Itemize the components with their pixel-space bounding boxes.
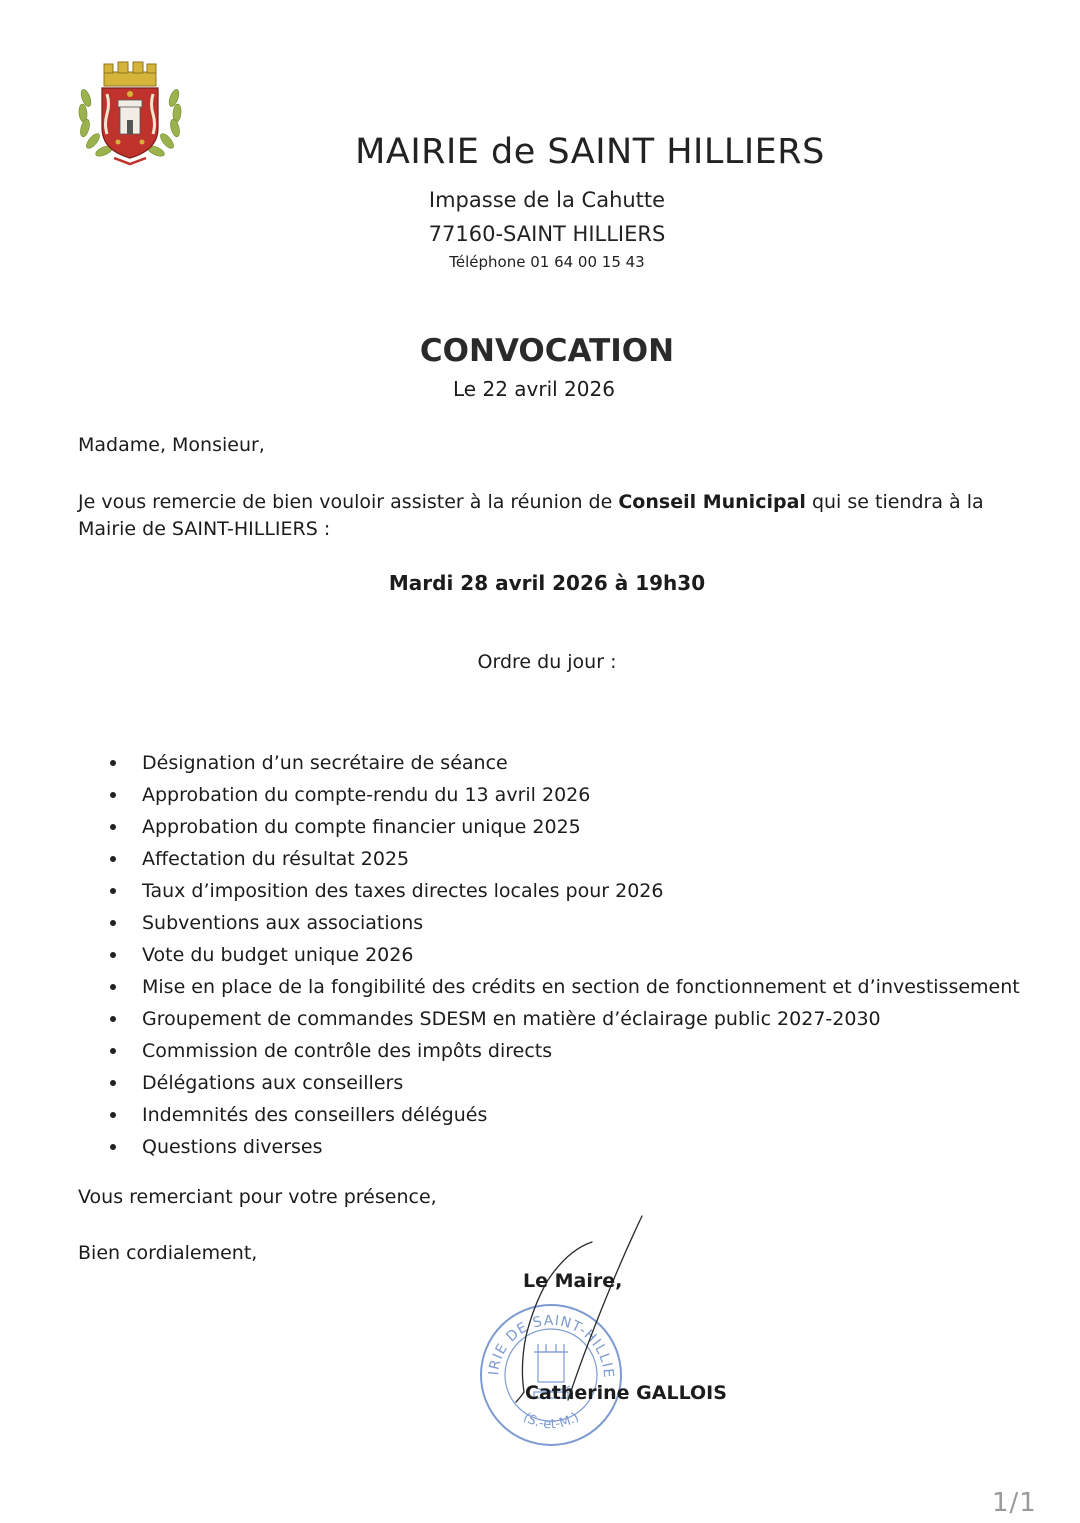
agenda-item-text: Délégations aux conseillers: [142, 1072, 404, 1094]
agenda-item: [110, 1134, 1020, 1166]
agenda-item: [110, 1070, 1020, 1102]
agenda-item-text: Approbation du compte financier unique 2025: [142, 816, 581, 838]
agenda-item-text: Questions diverses: [142, 1136, 323, 1158]
intro-text-bold: Conseil Municipal: [618, 491, 806, 513]
document-title: CONVOCATION: [419, 333, 675, 369]
bullet-icon: [110, 1016, 116, 1022]
agenda-item: [110, 910, 1020, 942]
meeting-datetime: Mardi 28 avril 2026 à 19h30: [388, 571, 706, 595]
agenda-item: [110, 878, 1020, 910]
phone-number: Téléphone 01 64 00 15 43: [449, 253, 645, 271]
agenda-item-text: Approbation du compte-rendu du 13 avril 2026: [142, 784, 591, 806]
svg-text:(S.-et-M.): [520, 1410, 581, 1432]
address-street: Impasse de la Cahutte: [428, 188, 666, 212]
agenda-item: [110, 1102, 1020, 1134]
mairie-title: MAIRIE de SAINT HILLIERS: [355, 132, 825, 172]
bullet-icon: [110, 984, 116, 990]
page-counter: 1/1: [992, 1488, 1037, 1518]
agenda-item-text: Commission de contrôle des impôts directs: [142, 1040, 553, 1062]
agenda-item: [110, 1038, 1020, 1070]
stamp-text-bottom: (S.-et-M.): [520, 1410, 582, 1433]
bullet-icon: [110, 1048, 116, 1054]
agenda-item: [110, 942, 1020, 974]
agenda-item-text: Vote du budget unique 2026: [142, 944, 414, 966]
bullet-icon: [110, 824, 116, 830]
bullet-icon: [110, 920, 116, 926]
agenda-item-text: Affectation du résultat 2025: [142, 848, 410, 870]
agenda-item: [110, 974, 1020, 1006]
bullet-icon: [110, 952, 116, 958]
bullet-icon: [110, 792, 116, 798]
agenda-item-text: Mise en place de la fongibilité des crédits en section de fonctionnement et d’investissement: [142, 976, 1020, 998]
closing-regards: Bien cordialement,: [78, 1242, 258, 1264]
agenda-item-text: Groupement de commandes SDESM en matière d’éclairage public 2027-2030: [142, 1008, 881, 1030]
address-city: 77160-SAINT HILLIERS: [428, 222, 666, 246]
agenda-heading: Ordre du jour :: [477, 651, 617, 673]
intro-text-start: Je vous remercie de bien vouloir assister à la réunion de: [78, 491, 619, 513]
agenda-item: [110, 1006, 1020, 1038]
agenda-item-text: Désignation d’un secrétaire de séance: [142, 752, 508, 774]
agenda-item-text: Subventions aux associations: [142, 912, 424, 934]
agenda-item: [110, 750, 1020, 782]
greeting: Madame, Monsieur,: [78, 434, 265, 456]
intro-paragraph: [78, 489, 1008, 543]
agenda-item: [110, 782, 1020, 814]
bullet-icon: [110, 856, 116, 862]
stamp-text-top: IRIE DE SAINT-HILLIE: [486, 1312, 617, 1379]
agenda-item: [110, 846, 1020, 878]
agenda-list: [110, 750, 1020, 1166]
intro-text-end: qui se tiendra à la Mairie de SAINT-HILLIERS :: [78, 491, 984, 540]
agenda-item: [110, 814, 1020, 846]
bullet-icon: [110, 888, 116, 894]
document-date: Le 22 avril 2026: [453, 377, 615, 401]
signer-name: Catherine GALLOIS: [525, 1382, 727, 1404]
bullet-icon: [110, 1080, 116, 1086]
bullet-icon: [110, 1112, 116, 1118]
agenda-item-text: Taux d’imposition des taxes directes locales pour 2026: [142, 880, 664, 902]
signature-mark: [490, 1208, 660, 1408]
agenda-item-text: Indemnités des conseillers délégués: [142, 1104, 488, 1126]
bullet-icon: [110, 1144, 116, 1150]
signature-role: Le Maire,: [523, 1270, 623, 1292]
bullet-icon: [110, 760, 116, 766]
closing-thanks: Vous remerciant pour votre présence,: [78, 1186, 437, 1208]
